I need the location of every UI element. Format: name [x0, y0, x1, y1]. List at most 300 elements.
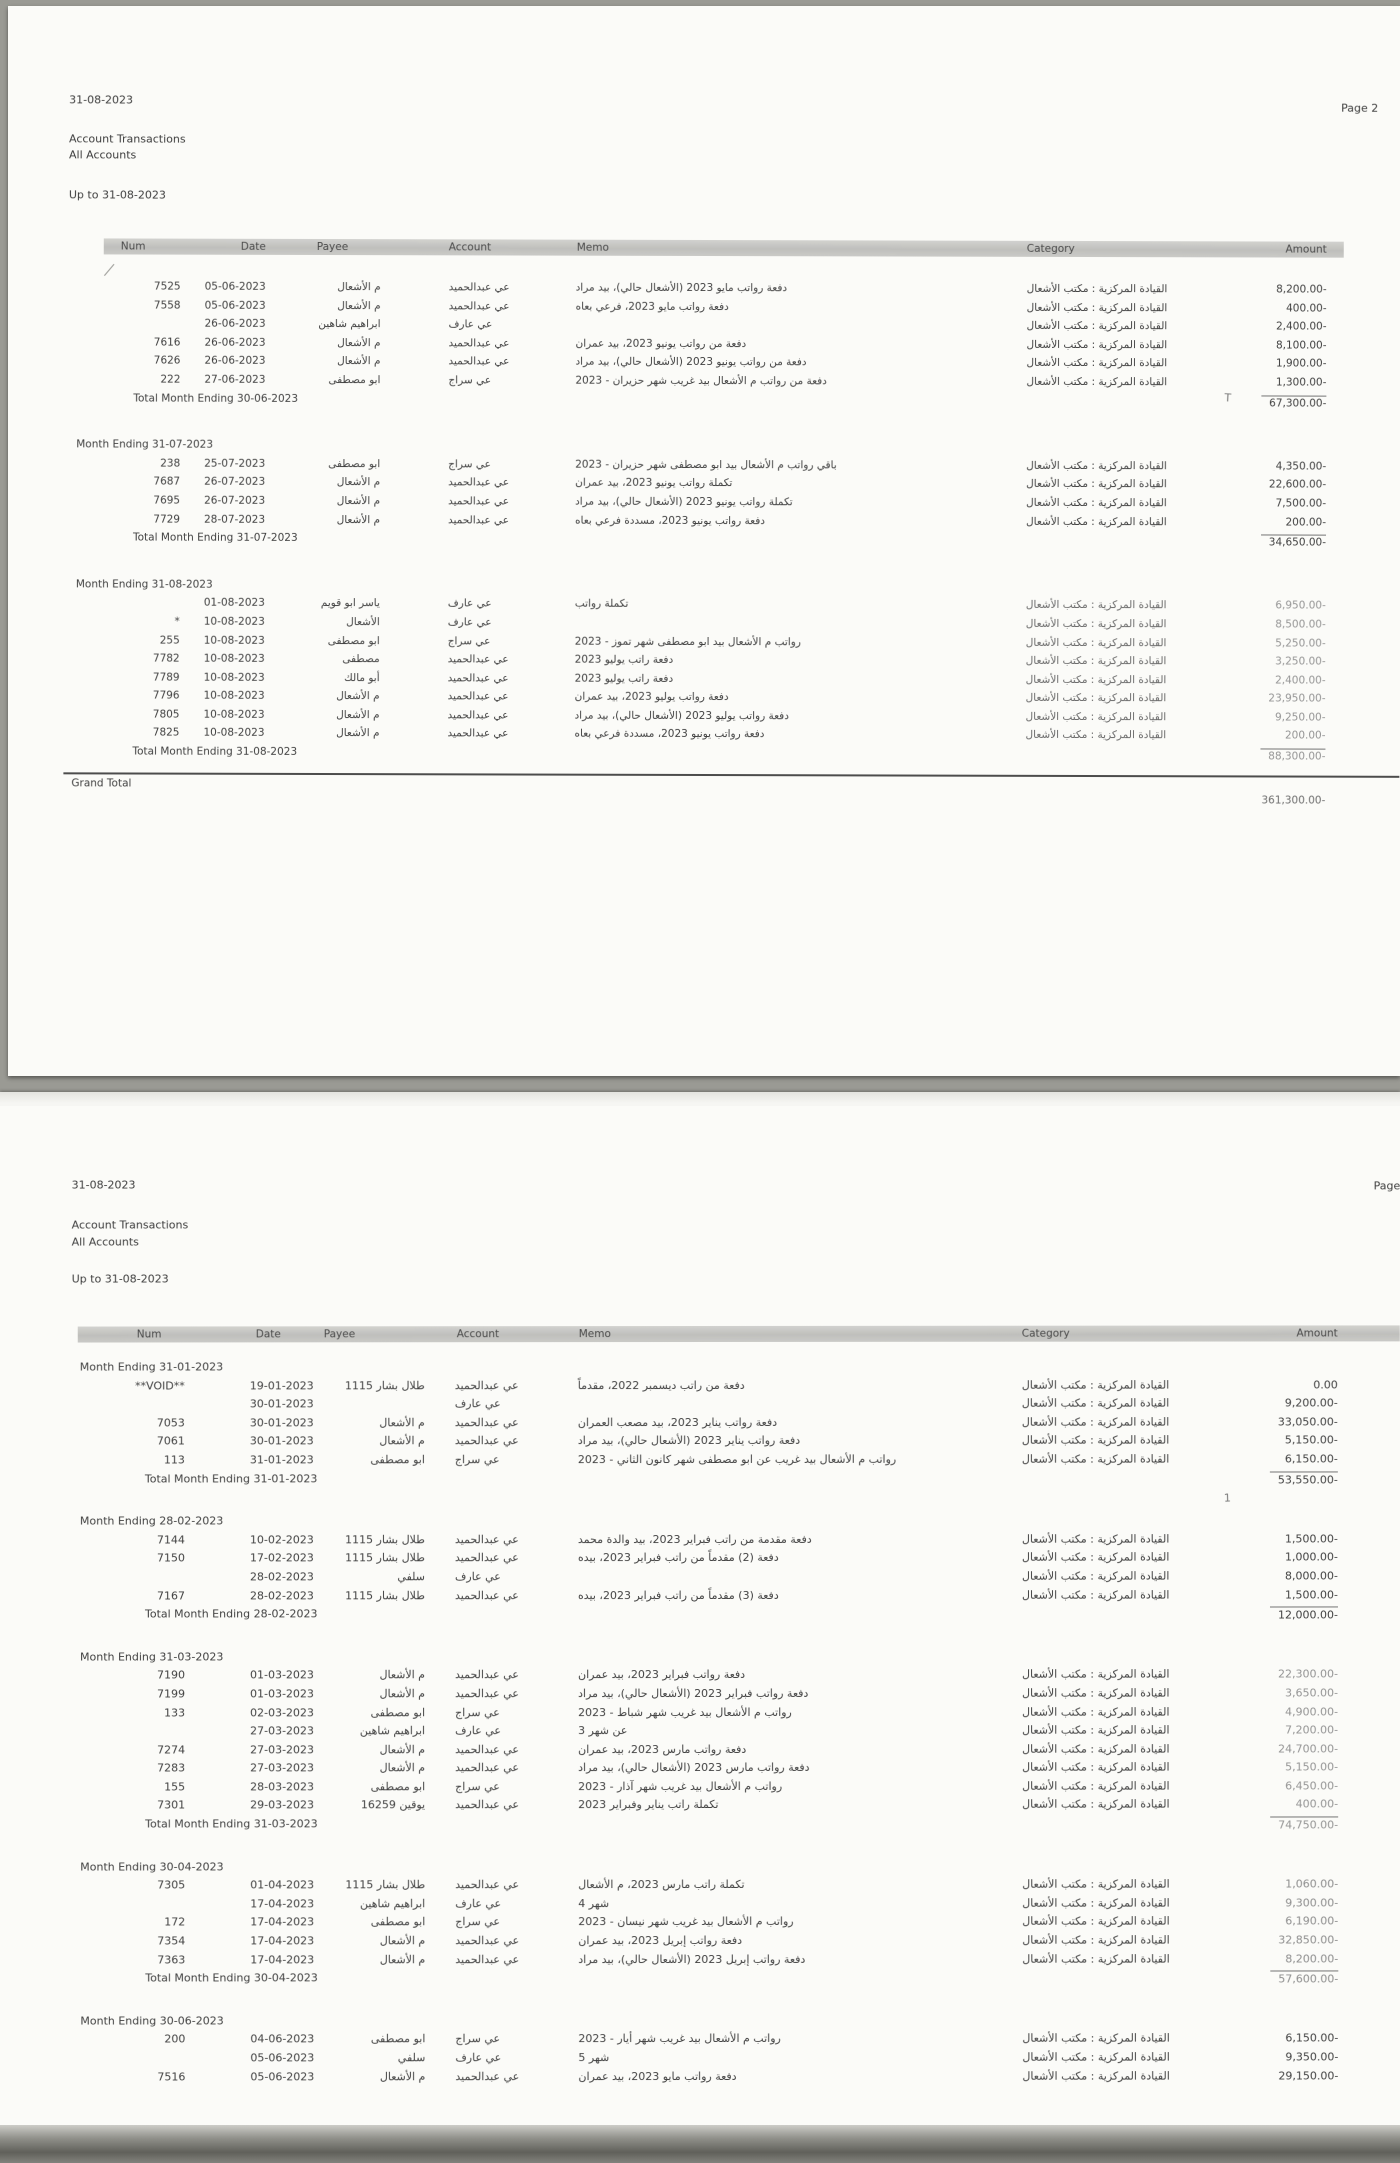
scanner-edge-band — [0, 2125, 1400, 2163]
txn-memo: تكملة راتب يناير وفبراير 2023 — [578, 1798, 719, 1812]
transaction-row — [0, 2069, 1400, 2089]
month-total-amount — [1190, 1817, 1338, 1832]
txn-amount: 8,100.00- — [1275, 339, 1327, 352]
txn-account: عي عبدالحميد — [447, 672, 509, 685]
txn-account: عي عبدالحميد — [454, 1378, 519, 1392]
txn-payee: ابو مصطفى — [328, 457, 381, 470]
txn-category: القيادة المركزية : مكتب الأشعال — [1022, 1952, 1170, 1966]
txn-num: 7190 — [157, 1668, 186, 1682]
txn-account: عي سراج — [455, 2032, 501, 2046]
txn-payee: ابو مصطفى — [370, 2032, 426, 2046]
txn-account: عي سراج — [448, 458, 491, 471]
transaction-row — [0, 1896, 1400, 1916]
month-total-row — [0, 1816, 1400, 1836]
txn-date: 17-02-2023 — [249, 1551, 314, 1565]
month-total-amount-value: 57,600.00- — [1270, 1971, 1338, 1986]
txn-memo: رواتب م الأشعال بيد ابو مصطفى شهر تموز - 2023 — [574, 635, 801, 648]
txn-date: 05-06-2023 — [204, 280, 266, 293]
month-section — [0, 1514, 1400, 1627]
txn-amount: 9,200.00- — [1284, 1396, 1338, 1410]
txn-payee: م الأشعال — [337, 299, 381, 312]
column-header-category: Category — [1026, 242, 1075, 255]
txn-date: 30-01-2023 — [249, 1434, 314, 1448]
txn-date: 10-08-2023 — [203, 708, 265, 721]
txn-account: عي عبدالحميد — [448, 355, 510, 368]
txn-memo: دفعة رواتب يونيو 2023، مسددة فرعي بعاه — [575, 514, 765, 527]
txn-date: 05-06-2023 — [204, 299, 266, 312]
txn-amount: 400.00- — [1295, 1797, 1339, 1811]
txn-amount: 22,600.00- — [1268, 478, 1327, 491]
transaction-row — [0, 1705, 1400, 1725]
txn-payee: م الأشعال — [336, 708, 380, 722]
txn-memo: دفعة رواتب يوليو 2023 (الأشعال حالي)، بيد مراد — [574, 709, 789, 723]
txn-payee: م الأشعال — [379, 1742, 426, 1756]
txn-account: عي عارف — [447, 616, 492, 629]
month-ending-label: Month Ending 31-03-2023 — [80, 1650, 224, 1664]
txn-amount: 2,400.00- — [1276, 320, 1327, 333]
txn-date: 10-08-2023 — [203, 615, 265, 628]
txn-account: عي عبدالحميد — [454, 1588, 519, 1602]
txn-num: 7061 — [156, 1434, 185, 1448]
txn-date: 10-08-2023 — [203, 727, 265, 740]
month-ending-label: Month Ending 31-07-2023 — [76, 438, 214, 451]
txn-category: القيادة المركزية : مكتب الأشعال — [1022, 1686, 1170, 1700]
txn-category: القيادة المركزية : مكتب الأشعال — [1026, 357, 1168, 370]
txn-category: القيادة المركزية : مكتب الأشعال — [1022, 2031, 1170, 2046]
txn-memo: دفعة رواتب يونيو 2023، مسددة فرعي بعاه — [574, 728, 765, 741]
txn-payee: م الأشعال — [379, 1687, 426, 1701]
txn-memo: دفعة مقدمة من راتب فبراير 2023، بيد والدة محمد — [577, 1532, 812, 1546]
report-subtitle: All Accounts — [71, 1235, 139, 1249]
txn-date: 26-06-2023 — [204, 317, 266, 331]
txn-memo: دفعة رواتب فبراير 2023، بيد عمران — [578, 1668, 746, 1682]
txn-account: عي عبدالحميد — [448, 281, 510, 294]
txn-amount: 1,060.00- — [1285, 1877, 1339, 1891]
txn-payee: ابو مصطفى — [328, 373, 381, 387]
txn-account: عي عبدالحميد — [455, 1878, 520, 1892]
transaction-row — [0, 1915, 1400, 1935]
month-total-label: Total Month Ending 31-03-2023 — [145, 1817, 318, 1831]
txn-date: 10-08-2023 — [203, 634, 265, 647]
txn-date: 27-03-2023 — [250, 1761, 315, 1775]
txn-memo: دفعة رواتب مايو 2023 (الأشعال حالي)، بيد مراد — [575, 281, 788, 295]
txn-payee: ابو مصطفى — [370, 1705, 426, 1719]
month-ending-label: Month Ending 31-08-2023 — [75, 578, 213, 591]
txn-amount: 7,500.00- — [1275, 497, 1327, 510]
month-total-label: Total Month Ending 28-02-2023 — [144, 1607, 318, 1621]
txn-memo: دفعة رواتب إبريل 2023، بيد عمران — [578, 1933, 743, 1948]
txn-category: القيادة المركزية : مكتب الأشعال — [1025, 673, 1167, 686]
txn-amount: 1,900.00- — [1275, 357, 1327, 371]
txn-account: عي سراج — [447, 634, 491, 647]
txn-account: عي عبدالحميد — [447, 727, 509, 740]
txn-date: 26-06-2023 — [204, 355, 266, 368]
txn-num: 7274 — [157, 1743, 186, 1757]
txn-date: 17-04-2023 — [250, 1952, 315, 1967]
month-total-amount-value: 74,750.00- — [1270, 1817, 1338, 1832]
txn-date: 01-03-2023 — [250, 1687, 315, 1701]
txn-num: 7687 — [153, 475, 181, 488]
txn-date: 17-04-2023 — [250, 1897, 315, 1911]
txn-date: 04-06-2023 — [250, 2032, 315, 2046]
txn-payee: م الأشعال — [379, 1416, 425, 1430]
txn-amount: 3,650.00- — [1285, 1686, 1339, 1700]
txn-payee: م الأشعال — [379, 1668, 426, 1682]
txn-memo: دفعة رواتب يناير 2023 (الأشعال حالي)، بيد مراد — [577, 1434, 801, 1448]
txn-category: القيادة المركزية : مكتب الأشعال — [1021, 1415, 1170, 1429]
txn-num: 7525 — [153, 280, 181, 293]
transaction-row — [0, 1668, 1400, 1688]
txn-num: 7782 — [152, 652, 180, 665]
txn-category: القيادة المركزية : مكتب الأشعال — [1025, 636, 1167, 649]
txn-memo: دفعة رواتب مارس 2023 (الأشعال حالي)، بيد مراد — [578, 1761, 810, 1775]
txn-payee: ابراهيم شاهين — [359, 1724, 426, 1738]
txn-date: 19-01-2023 — [249, 1378, 314, 1392]
report-title: Account Transactions — [69, 132, 186, 146]
txn-date: 01-04-2023 — [250, 1878, 315, 1892]
txn-account: عي عارف — [455, 1724, 501, 1738]
txn-category: القيادة المركزية : مكتب الأشعال — [1022, 1667, 1170, 1682]
txn-category: القيادة المركزية : مكتب الأشعال — [1022, 1742, 1170, 1756]
txn-amount: 1,500.00- — [1284, 1532, 1338, 1546]
txn-memo: تكملة رواتب يونيو 2023 (الأشعال حالي)، بيد مراد — [575, 495, 793, 509]
txn-num: 7301 — [157, 1798, 186, 1812]
table-column-header-row — [9, 238, 1400, 259]
txn-account: عي عارف — [448, 318, 493, 331]
txn-category: القيادة المركزية : مكتب الأشعال — [1026, 338, 1168, 351]
transaction-row — [0, 2032, 1400, 2052]
txn-account: عي عبدالحميد — [454, 1434, 519, 1448]
txn-account: عي عارف — [455, 2051, 502, 2065]
txn-date: 31-01-2023 — [249, 1453, 314, 1467]
month-ending-header — [0, 1359, 1400, 1379]
month-section — [8, 578, 1400, 768]
txn-category: القيادة المركزية : مكتب الأشعال — [1022, 1896, 1170, 1910]
txn-date: 01-08-2023 — [203, 597, 265, 610]
table-column-header-row — [0, 1325, 1400, 1343]
txn-num: * — [174, 615, 180, 628]
pen-mark: 1 — [1223, 1491, 1232, 1505]
txn-amount: 200.00- — [1285, 516, 1327, 529]
txn-payee: سلفي — [397, 2051, 426, 2065]
txn-amount: 32,850.00- — [1278, 1933, 1339, 1947]
txn-memo: دفعة راتب يوليو 2023 — [574, 672, 674, 685]
txn-category: القيادة المركزية : مكتب الأشعال — [1022, 1779, 1170, 1793]
month-total-row — [0, 1607, 1400, 1627]
txn-num: 7363 — [157, 1953, 186, 1967]
txn-category: القيادة المركزية : مكتب الأشعال — [1021, 1378, 1170, 1392]
txn-payee: ابو مصطفى — [370, 1453, 425, 1467]
column-header-account: Account — [456, 1328, 500, 1341]
txn-date: 27-06-2023 — [204, 373, 266, 386]
month-ending-label: Month Ending 30-06-2023 — [80, 2014, 224, 2028]
txn-num: 7825 — [152, 727, 180, 740]
txn-payee: طلال بشار 1115 — [345, 1532, 425, 1547]
txn-payee: م الأشعال — [337, 355, 381, 368]
txn-date: 05-06-2023 — [250, 2051, 315, 2065]
month-total-amount-value: 34,650.00- — [1261, 535, 1326, 549]
txn-account: عي عارف — [455, 1897, 502, 1911]
month-total-row — [8, 745, 1399, 767]
txn-num: 255 — [159, 634, 180, 647]
transaction-row — [0, 1452, 1400, 1472]
txn-amount: 24,700.00- — [1278, 1742, 1339, 1756]
txn-payee: م الأشعال — [337, 281, 381, 294]
column-header-date: Date — [255, 1328, 281, 1341]
txn-category: القيادة المركزية : مكتب الأشعال — [1021, 1433, 1170, 1448]
txn-account: عي عبدالحميد — [447, 653, 509, 666]
transaction-row — [0, 1378, 1400, 1398]
column-header-memo: Memo — [576, 241, 609, 254]
transactions-table-body — [0, 1359, 1400, 2112]
txn-account: عي سراج — [455, 1915, 500, 1929]
txn-num: 113 — [163, 1453, 185, 1467]
txn-memo: دفعة رواتب مايو 2023، بيد عمران — [578, 2069, 737, 2083]
txn-account: عي عبدالحميد — [454, 1415, 519, 1429]
month-total-label: Total Month Ending 31-01-2023 — [144, 1471, 318, 1486]
transaction-row — [0, 1952, 1400, 1972]
txn-memo: دفعة رواتب يوليو 2023، بيد عمران — [574, 690, 729, 704]
txn-category: القيادة المركزية : مكتب الأشعال — [1022, 1933, 1170, 1947]
month-total-amount-value: 12,000.00- — [1270, 1607, 1338, 1622]
month-total-amount — [1190, 1607, 1338, 1622]
txn-account: عي عبدالحميد — [455, 1668, 519, 1682]
txn-payee: ياسر ابو قويم — [320, 597, 380, 610]
report-up-to: Up to 31-08-2023 — [68, 188, 166, 202]
txn-payee: الأشعال — [346, 615, 380, 629]
txn-payee: م الأشعال — [379, 1934, 426, 1948]
page-number-label: Page 2 — [1341, 101, 1379, 115]
month-total-amount-value: 88,300.00- — [1260, 749, 1325, 763]
txn-account: عي عبدالحميد — [455, 1934, 520, 1948]
transaction-row — [0, 1933, 1400, 1953]
txn-num: 7167 — [156, 1588, 185, 1603]
txn-num: **VOID** — [135, 1379, 185, 1393]
txn-payee: م الأشعال — [379, 1434, 425, 1448]
txn-payee: م الأشعال — [379, 2069, 426, 2083]
transaction-row — [0, 1723, 1400, 1743]
txn-account: عي عارف — [454, 1397, 501, 1411]
txn-account: عي عبدالحميد — [455, 1687, 519, 1701]
txn-category: القيادة المركزية : مكتب الأشعال — [1026, 459, 1167, 472]
txn-account: عي عبدالحميد — [447, 709, 509, 722]
month-ending-label: Month Ending 30-04-2023 — [80, 1860, 224, 1874]
month-total-amount — [1177, 748, 1325, 762]
txn-payee: طلال بشار 1115 — [345, 1878, 426, 1892]
txn-payee: م الأشعال — [379, 1952, 426, 1966]
month-total-label: Total Month Ending 31-08-2023 — [132, 745, 298, 758]
transaction-row — [0, 1588, 1400, 1608]
month-section — [0, 1359, 1400, 1490]
txn-date: 30-01-2023 — [249, 1416, 314, 1430]
month-ending-header — [0, 1514, 1400, 1534]
txn-num: 200 — [164, 2032, 186, 2046]
txn-memo: شهر 5 — [578, 2051, 610, 2065]
grand-total-amount: 361,300.00- — [1261, 794, 1326, 807]
txn-amount: 5,150.00- — [1284, 1433, 1338, 1447]
column-header-amount: Amount — [1296, 1327, 1338, 1340]
txn-amount: 5,150.00- — [1285, 1760, 1339, 1774]
txn-category: القيادة المركزية : مكتب الأشعال — [1022, 1705, 1170, 1719]
month-total-row — [0, 1971, 1400, 1991]
txn-memo: دفعة رواتب فبراير 2023 (الأشعال حالي)، بيد مراد — [578, 1686, 809, 1701]
txn-account: عي عبدالحميد — [455, 2069, 520, 2083]
transaction-row — [0, 2050, 1400, 2070]
txn-amount: 6,950.00- — [1275, 599, 1326, 612]
txn-payee: طلال بشار 1115 — [345, 1551, 425, 1565]
txn-amount: 4,350.00- — [1275, 460, 1327, 473]
txn-account: عي عبدالحميد — [455, 1798, 520, 1812]
column-header-account: Account — [448, 241, 492, 254]
txn-amount: 1,000.00- — [1284, 1550, 1338, 1564]
txn-memo: رواتب م الأشعال بيد غريب شهر أيار - 2023 — [578, 2032, 781, 2046]
transaction-row — [0, 1415, 1400, 1435]
txn-amount: 9,350.00- — [1285, 2050, 1339, 2064]
txn-date: 27-03-2023 — [250, 1724, 315, 1738]
txn-date: 26-07-2023 — [204, 494, 266, 507]
txn-payee: م الأشعال — [336, 727, 380, 740]
txn-date: 30-01-2023 — [249, 1397, 314, 1411]
txn-num: 7558 — [153, 299, 181, 312]
txn-payee: سلفي — [397, 1570, 425, 1584]
txn-amount: 6,450.00- — [1285, 1779, 1339, 1793]
scanned-report-page-1 — [0, 1092, 1400, 2163]
txn-category: القيادة المركزية : مكتب الأشعال — [1026, 515, 1167, 528]
txn-payee: م الأشعال — [336, 690, 380, 703]
txn-amount: 8,500.00- — [1275, 618, 1326, 631]
txn-memo: عن شهر 3 — [578, 1724, 628, 1738]
txn-date: 10-08-2023 — [203, 689, 265, 703]
txn-account: عي عبدالحميد — [455, 1761, 519, 1775]
month-section — [8, 438, 1400, 553]
txn-payee: م الأشعال — [337, 336, 381, 349]
txn-category: القيادة المركزية : مكتب الأشعال — [1022, 1877, 1170, 1891]
txn-amount: 8,200.00- — [1276, 283, 1327, 296]
txn-account: عي عبدالحميد — [455, 1952, 520, 1966]
txn-account: عي سراج — [455, 1780, 500, 1794]
column-header-payee: Payee — [316, 240, 349, 254]
txn-account: عي سراج — [454, 1453, 500, 1467]
txn-category: القيادة المركزية : مكتب الأشعال — [1026, 282, 1168, 296]
txn-memo: دفعة من رواتب يونيو 2023 (الأشعال حالي)، بيد مراد — [575, 356, 807, 369]
txn-num: 7053 — [156, 1416, 185, 1430]
txn-account: عي عبدالحميد — [448, 476, 510, 489]
txn-category: القيادة المركزية : مكتب الأشعال — [1026, 496, 1167, 510]
txn-date: 05-06-2023 — [250, 2069, 315, 2083]
column-header-bar — [104, 238, 1344, 257]
month-total-amount — [1190, 1971, 1338, 1986]
txn-category: القيادة المركزية : مكتب الأشعال — [1022, 2050, 1170, 2064]
column-header-category: Category — [1021, 1327, 1070, 1340]
txn-payee: يوقين 16259 — [360, 1798, 426, 1812]
txn-amount: 4,900.00- — [1285, 1704, 1339, 1718]
transaction-row — [0, 1761, 1400, 1781]
txn-amount: 0.00 — [1313, 1378, 1338, 1392]
column-header-date: Date — [240, 240, 266, 253]
txn-date: 10-02-2023 — [249, 1533, 314, 1547]
txn-account: عي عبدالحميد — [454, 1551, 519, 1565]
txn-num: 7789 — [152, 671, 180, 684]
txn-memo: دفعة (3) مقدماً من راتب فبراير 2023، بيده — [577, 1588, 779, 1602]
txn-category: القيادة المركزية : مكتب الأشعال — [1022, 1798, 1170, 1812]
txn-date: 28-02-2023 — [249, 1588, 314, 1602]
column-header-num: Num — [120, 240, 146, 253]
month-section — [0, 1859, 1400, 1990]
txn-payee: مصطفى — [342, 653, 380, 666]
txn-num: 7729 — [153, 513, 181, 526]
txn-amount: 7,200.00- — [1285, 1723, 1339, 1737]
txn-memo: رواتب م الأشعال بيد غريب شهر نيسان - 2023 — [578, 1915, 794, 1929]
txn-memo: تكملة رواتب — [574, 597, 629, 611]
report-date: 31-08-2023 — [69, 93, 134, 107]
txn-date: 10-08-2023 — [203, 671, 265, 684]
txn-memo: تكملة رواتب يونيو 2023، بيد عمران — [575, 477, 733, 490]
txn-amount: 6,150.00- — [1284, 1452, 1338, 1466]
txn-category: القيادة المركزية : مكتب الأشعال — [1026, 478, 1167, 491]
txn-num: 7150 — [156, 1551, 185, 1565]
txn-amount: 22,300.00- — [1278, 1667, 1339, 1681]
txn-num: 222 — [160, 373, 181, 386]
txn-num: 7144 — [156, 1533, 185, 1547]
txn-category: القيادة المركزية : مكتب الأشعال — [1025, 617, 1167, 631]
txn-amount: 200.00- — [1284, 729, 1326, 743]
txn-memo: شهر 4 — [578, 1896, 610, 1910]
page-number-label: Page — [1373, 1179, 1400, 1193]
month-total-amount-value: 67,300.00- — [1261, 395, 1326, 409]
txn-memo: دفعة راتب يوليو 2023 — [574, 653, 674, 667]
txn-num: 7305 — [157, 1878, 186, 1892]
month-total-label: Total Month Ending 30-04-2023 — [145, 1971, 318, 1985]
txn-num: 7199 — [157, 1687, 186, 1701]
txn-payee: ابراهيم شاهين — [318, 318, 381, 331]
txn-account: عي سراج — [448, 374, 492, 387]
txn-category: القيادة المركزية : مكتب الأشعال — [1021, 1396, 1170, 1410]
month-total-row — [0, 1471, 1400, 1491]
txn-account: عي عبدالحميد — [448, 495, 510, 508]
txn-memo: دفعة من رواتب م الأشعال بيد غريب شهر حزيران - 2023 — [575, 374, 827, 388]
txn-memo: دفعة رواتب يناير 2023، بيد مصعب العمران — [577, 1415, 778, 1429]
txn-payee: ابو مصطفى — [370, 1780, 426, 1794]
month-total-amount — [1178, 395, 1326, 409]
txn-num: 7695 — [153, 494, 181, 507]
txn-date: 17-04-2023 — [250, 1934, 315, 1948]
month-total-row — [8, 531, 1400, 553]
txn-category: القيادة المركزية : مكتب الأشعال — [1025, 599, 1167, 612]
grand-total-label: Grand Total — [71, 777, 132, 790]
txn-memo: باقي رواتب م الأشعال بيد ابو مصطفى شهر حزيران - 2023 — [575, 458, 837, 472]
transaction-row — [0, 1686, 1400, 1706]
column-header-amount: Amount — [1285, 243, 1327, 256]
month-section — [8, 280, 1400, 414]
scanned-report-page-2 — [8, 6, 1400, 1076]
txn-date: 17-04-2023 — [250, 1915, 315, 1929]
txn-amount: 29,150.00- — [1278, 2069, 1339, 2083]
txn-amount: 6,190.00- — [1285, 1914, 1339, 1928]
txn-category: القيادة المركزية : مكتب الأشعال — [1022, 2069, 1170, 2083]
txn-memo: دفعة (2) مقدماً من راتب فبراير 2023، بيده — [577, 1551, 779, 1565]
txn-date: 28-02-2023 — [249, 1570, 314, 1584]
txn-category: القيادة المركزية : مكتب الأشعال — [1025, 710, 1167, 724]
txn-amount: 33,050.00- — [1277, 1415, 1338, 1429]
txn-account: عي سراج — [455, 1705, 500, 1719]
txn-date: 10-08-2023 — [203, 652, 265, 665]
txn-payee: ابراهيم شاهين — [359, 1897, 426, 1911]
transaction-row — [0, 1532, 1400, 1552]
pen-mark: T — [1224, 391, 1232, 405]
txn-memo: رواتب م الأشعال بيد غريب شهر شباط - 2023 — [578, 1705, 792, 1719]
txn-category: القيادة المركزية : مكتب الأشعال — [1025, 692, 1167, 705]
transaction-row — [0, 1798, 1400, 1818]
